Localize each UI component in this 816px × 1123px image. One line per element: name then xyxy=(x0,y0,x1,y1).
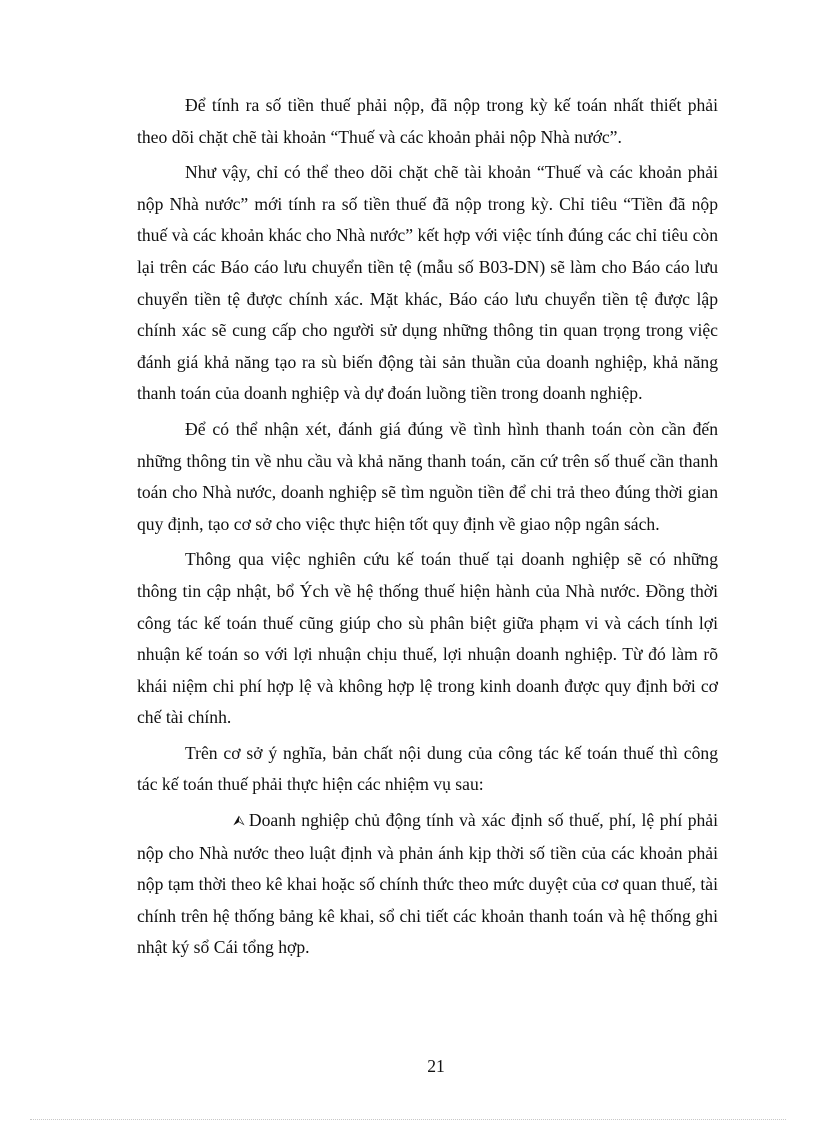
paragraph-1: Để tính ra số tiền thuế phải nộp, đã nộp trong kỳ kế toán nhất thiết phải theo dõi chặt chẽ tài khoản “Thuế và các khoản phải nộp Nhà nước”. xyxy=(137,95,718,147)
bullet-paragraph xyxy=(137,805,718,964)
paragraph-3: Để có thể nhận xét, đánh giá đúng về tình hình thanh toán còn cần đến những thông tin về nhu cầu và khả năng thanh toán, căn cứ trên số thuế cần thanh toán cho Nhà nước, doanh nghiệp sẽ tìm nguồn tiền để chi trả theo đúng thời gian quy định, tạo cơ sở cho việc thực hiện tốt quy định về giao nộp ngân sách. xyxy=(137,418,718,534)
paragraph-2: Như vậy, chỉ có thể theo dõi chặt chẽ tài khoản “Thuế và các khoản phải nộp Nhà nước” mới tính ra số tiền thuế đã nộp trong kỳ. Chỉ tiêu “Tiền đã nộp thuế và các khoản khác cho Nhà nước” kết hợp với việc tính đúng các chỉ tiêu còn lại trên các Báo cáo lưu chuyển tiền tệ (mẫu số B03-DN) sẽ làm cho Báo cáo lưu chuyển tiền tệ được chính xác. Mặt khác, Báo cáo lưu chuyển tiền tệ được lập chính xác sẽ cung cấp cho người sử dụng những thông tin quan trọng trong việc đánh giá khả năng tạo ra sù biến động tài sản thuần của doanh nghiệp, khả năng thanh toán của doanh nghiệp và dự đoán luồng tiền trong doanh nghiệp. xyxy=(137,162,718,404)
page-number: 21 xyxy=(427,1056,445,1076)
body-text xyxy=(137,90,718,968)
page-bottom-divider xyxy=(30,1119,786,1120)
paragraph-5: Trên cơ sở ý nghĩa, bản chất nội dung của công tác kế toán thuế thì công tác kế toán thuế phải thực hiện các nhiệm vụ sau: xyxy=(137,742,718,795)
bullet-paragraph-text: Doanh nghiệp chủ động tính và xác định số thuế, phí, lệ phí phải nộp cho Nhà nước theo luật định và phản ánh kịp thời số tiền của các khoản phải nộp tạm thời theo kê khai hoặc số chính thức theo mức duyệt của cơ quan thuế, tài chính trên hệ thống bảng kê khai, sổ chi tiết các khoản thanh toán và hệ thống ghi nhật ký sổ Cái tổng hợp. xyxy=(137,810,718,958)
arrow-bullet-icon: ⮙ xyxy=(233,813,245,830)
paragraph-4: Thông qua việc nghiên cứu kế toán thuế tại doanh nghiệp sẽ có những thông tin cập nhật, bổ Ých về hệ thống thuế hiện hành của Nhà nước. Đồng thời công tác kế toán thuế cũng giúp cho sù phân biệt giữa phạm vi và cách tính lợi nhuận kế toán so với lợi nhuận chịu thuế, lợi nhuận doanh nghiệp. Từ đó làm rõ khái niệm chi phí hợp lệ và không hợp lệ trong kinh doanh được quy định bởi cơ chế tài chính. xyxy=(137,549,718,728)
